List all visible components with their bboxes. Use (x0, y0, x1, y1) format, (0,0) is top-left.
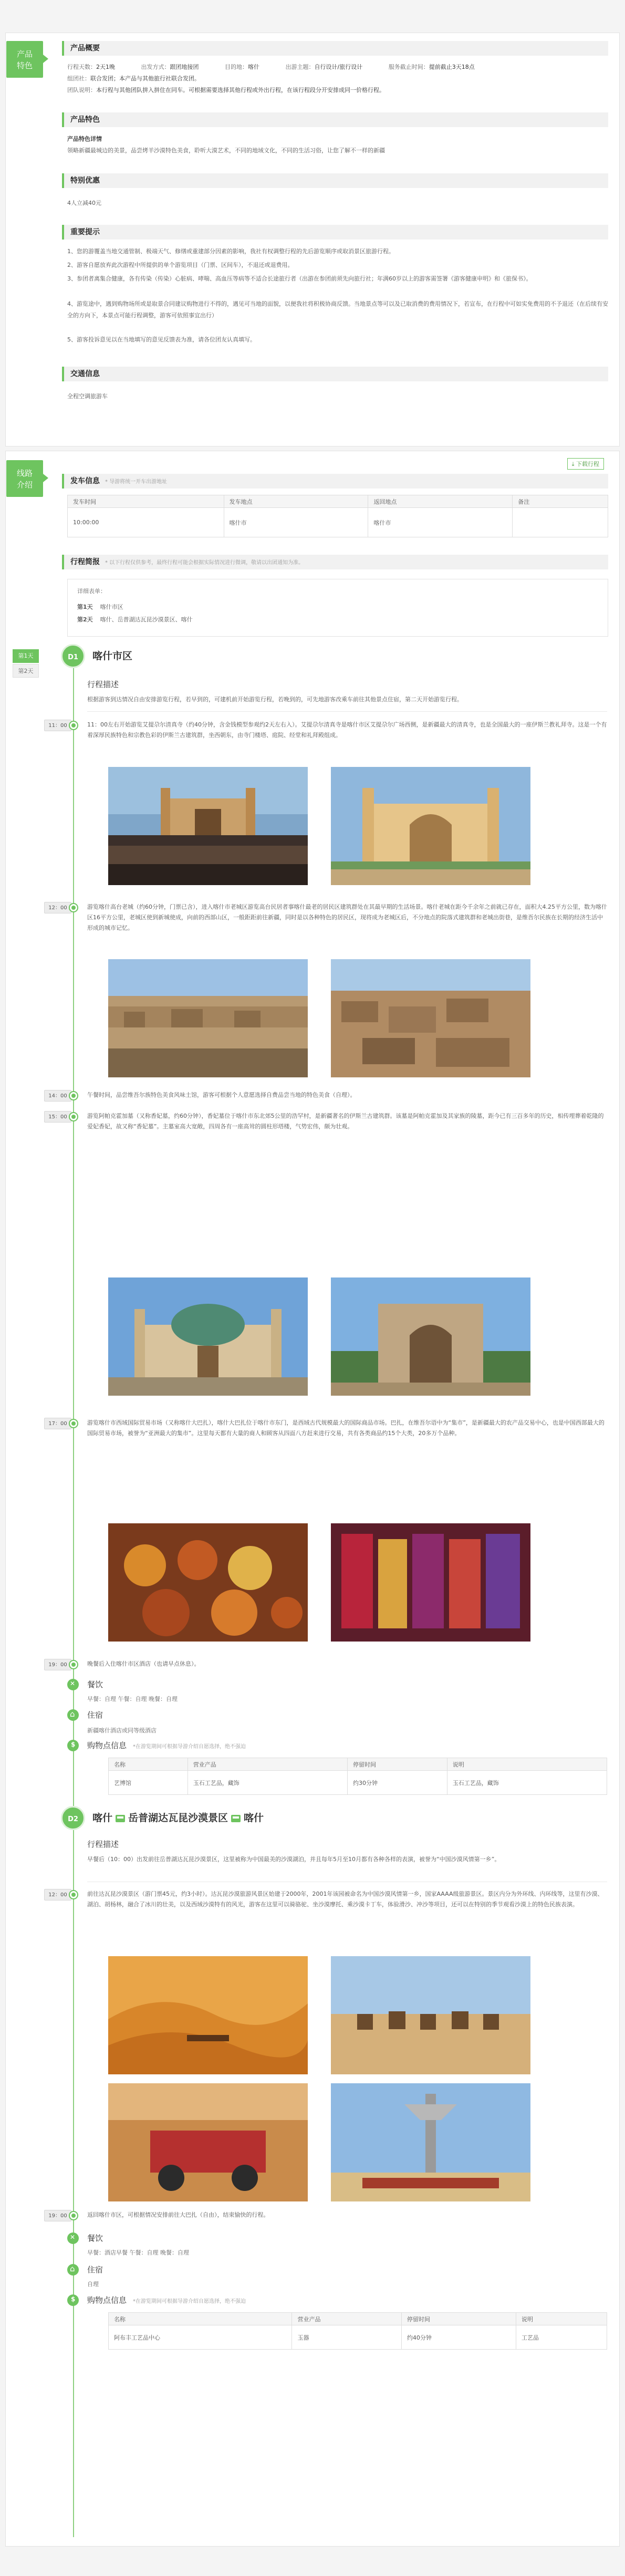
stop-time: 19：00 (44, 2210, 71, 2221)
day-2-shop-table (108, 2312, 607, 2350)
brief-box (67, 579, 608, 637)
day-2-desc-head: 行程描述 (87, 1840, 119, 1849)
shop-header-name: 名称 (109, 2313, 292, 2325)
notice-item-4: 4、游览途中，遇到购物场所或是取景合同建议购物进行不得的，遇见可当地的面貌，以便我社将积极协商反馈。当地景点等可以及已取消费的费用情况下，若宣布，在行程中可如实免费用的不予退还（在后续有安全的方向下，本景点可能行程调整，游客可依照事宜出行） (67, 300, 608, 319)
stop-time: 17：00 (44, 1418, 71, 1429)
day-1-separator (87, 711, 607, 712)
notice-item-5: 5、游客投诉意见以在当地填写的意见反馈表为准，请各位团友认真填写。 (67, 336, 256, 343)
day-1-hotel-head: 住宿 (87, 1710, 103, 1720)
day-tab-2[interactable]: 第2天 (13, 664, 39, 678)
shop-header-products: 营业产品 (188, 1758, 347, 1771)
shop-header-products: 营业产品 (292, 2313, 401, 2325)
transport-title: 交通信息 (62, 367, 608, 381)
day-1-meal-text: 早餐：自理 午餐：自理 晚餐：自理 (87, 1696, 178, 1702)
day-1-hotel-text: 新疆喀什酒店或同等级酒店 (87, 1727, 157, 1734)
photo-desert-monument (331, 2083, 530, 2201)
day-2-shop-head: 购物点信息 *在游览期间可根据导游介绍自愿选择，绝不强迫 (87, 2295, 246, 2305)
brief-day-2: 第2天 喀什、岳普湖达瓦昆沙漠景区、喀什 (77, 616, 193, 623)
timeline-dot (69, 1091, 78, 1100)
day-1-title: 喀什市区 (92, 650, 133, 662)
photo-tomb-gate (331, 1277, 530, 1396)
route-intro-badge: 线路 介绍 (6, 460, 43, 497)
day-2-hotel-text: 自理 (87, 2281, 99, 2288)
day-1-meal-head: 餐饮 (87, 1680, 103, 1689)
depart-header-return: 返回地点 (368, 495, 513, 508)
notice-item-2: 2、游客自愿放弃此次游程中所提供的单个游览项目（门票、区间车），不退还或退费用。 (67, 262, 294, 268)
day-1-shop-head: 购物点信息 *在游览期间可根据导游介绍自愿选择，绝不强迫 (87, 1741, 246, 1750)
overview-row-2: 组团社：联合发团；本产品与其他旅行社联合发团。 (67, 75, 200, 82)
timeline-dot (69, 1112, 78, 1121)
features-title: 产品特色 (62, 112, 608, 127)
photo-tomb-front (108, 1277, 308, 1396)
day-tab-1[interactable]: 第1天 (13, 649, 39, 663)
notice-title: 重要提示 (62, 225, 608, 240)
depart-header-note: 备注 (513, 495, 608, 508)
photo-bazaar-food (108, 1523, 308, 1642)
timeline-dot (69, 2211, 78, 2220)
meal-icon (67, 1679, 79, 1690)
shop-name: 艺博馆 (109, 1771, 188, 1795)
day-2-hotel-head: 住宿 (87, 2265, 103, 2274)
bus-icon (231, 1815, 241, 1822)
photo-desert-camels (331, 1956, 530, 2074)
overview-row-3: 团队说明：本行程与其他团队拼入拼住在同车。可根据需要选择其他行程或外出行程，在该行程段分开安排成同一价格行程。 (67, 87, 385, 94)
day-2-title: 喀什 岳普湖达瓦昆沙漠景区 喀什 (92, 1812, 264, 1824)
shop-header-name: 名称 (109, 1758, 188, 1771)
day-2-marker: D2 (61, 1806, 85, 1830)
stop-text: 返回喀什市区，可根据情况安排前往大巴扎（自由），结束愉快的行程。 (87, 2211, 269, 2218)
photo-old-city-rooftops (331, 959, 530, 1077)
stop-text: 游览阿帕克霍加墓（又称香妃墓，约60分钟），香妃墓位于喀什市东北郊5公里的浩罕村，是新疆著名的伊斯兰古建筑群。该墓是阿帕克霍加及其家族的陵墓，距今已有三百多年的历史，相传埋葬着乾隆的爱妃香妃，故又称“香妃墓”。主墓室高大宽敞，四周各有一座高耸的圆柱形塔楼，气势宏伟，颇为壮观。 (87, 1113, 604, 1130)
stop-text: 11：00左右开始游览艾提尕尔清真寺（约40分钟，含金钱模型参观约2天左右入）。艾提尕尔清真寺是喀什市区艾提尕尔广场西侧，是新疆最大的清真寺，也是全国最大的一座伊斯兰教礼拜寺。这是一个有着深厚民族特色和宗教色彩的伊斯兰古建筑群，坐西朝东，由寺门楼塔、庭院、经堂和礼拜殿组成。 (87, 721, 607, 739)
depart-return: 喀什市 (368, 508, 513, 537)
stop-text: 前往达瓦昆沙漠景区（游门票45元，约3小时）。达瓦昆沙漠旅游风景区始建于2000年，2001年该园被命名为中国沙漠风情第一乡，国家AAAA级旅游景区。景区内分为外环线、内环线等，这里有沙漠、湖泊、胡杨林，融合了冰川的壮美，以及西域沙漠特有的风光，游客在这里可以骑骆驼、坐沙漠摩托、乘沙漠卡丁车，体验滑沙、冲沙等项目，还可以在特别的季节观看沙漠上的特色民族表演。 (87, 1891, 603, 1908)
timeline-dot (69, 1890, 78, 1899)
stop-time: 14：00 (44, 1090, 71, 1102)
stop-time: 15：00 (44, 1111, 71, 1123)
features-subtitle: 产品特色详情 (67, 136, 102, 142)
day-1-desc-head: 行程描述 (87, 680, 119, 689)
depart-place: 喀什市 (224, 508, 368, 537)
brief-label: 详细表单： (77, 588, 106, 595)
timeline-dot (69, 1419, 78, 1428)
stop-text: 午餐时间，品尝维吾尔族特色美食风味土馆，游客可根据个人意愿选择自费品尝当地的特色美食（自理）。 (87, 1092, 356, 1098)
notice-item-3: 3、参团者离集合健康，各有传染（传染）心脏病、哮喘、高血压等病等不适合长途旅行者（出游在参团前须先向旅行社；年满60岁以上的游客需签署《游客健康申明》和《旅保书》。 (67, 275, 532, 282)
stop-text: 晚餐后入住喀什市区酒店（也请早点休息）。 (87, 1660, 200, 1667)
shop-header-note: 说明 (447, 1758, 607, 1771)
shop-header-time: 停留时间 (401, 2313, 516, 2325)
stop-time: 11：00 (44, 720, 71, 731)
shop-name: 阿布丰工艺品中心 (109, 2325, 292, 2350)
notice-item-1: 1、您的游覆盖当地交通管制、极端天气、修缮或重建部分因素的影响，我社有权调整行程的先后游览顺序或取消景区旅游行程。 (67, 248, 394, 255)
day-2-meal-head: 餐饮 (87, 2234, 103, 2243)
depart-header-place: 发车地点 (224, 495, 368, 508)
shop-icon (67, 2294, 79, 2306)
day-2-desc: 早餐后（10：00）出发前往岳普湖达瓦昆沙漠景区，这里被称为中国最美的沙漠湖泊，并且每年5月至10月都有各种各样的表演，被誉为“中国沙漠风情第一乡”。 (87, 1856, 501, 1863)
stop-time: 19：00 (44, 1659, 71, 1670)
overview-row-1: 行程天数：2天1晚 出发方式：跟团地接团 目的地：喀什 出游主题：自行设计/旅行设计 服务截止时间：提前截止3天18点 (67, 64, 475, 70)
shop-icon (67, 1740, 79, 1751)
day-1-marker: D1 (61, 644, 85, 668)
photo-bazaar-textiles (331, 1523, 530, 1642)
timeline-line (73, 649, 74, 2537)
day-1-desc: 根据游客到达情况自由安排游览行程，若早到的，可建机前开始游览行程，若晚到的，可先地游客改乘车前往其他景点住宿，第二天开始游览行程。 (87, 696, 463, 703)
day-2-meal-text: 早餐：酒店早餐 午餐：自理 晚餐：自理 (87, 2249, 189, 2256)
shop-note: 工艺品 (516, 2325, 607, 2350)
stop-text: 游览喀什市西域国际贸易市场（又称喀什大巴扎），喀什大巴扎位于喀什市东门，是西域古代规模最大的国际商品市场。巴扎，在维吾尔语中为“集市”，是新疆最大的农产品交易中心，也是中国西部最大的国际贸易市场，被誉为“亚洲最大的集市”。这里每天都有大量的商人和顾客从四面八方赶来进行交易，共有各类商品约15个大类，20多万个品种。 (87, 1419, 605, 1437)
shop-products: 玉石工艺品，藏饰 (188, 1771, 347, 1795)
photo-old-city-cliff (108, 959, 308, 1077)
overview-title: 产品概要 (62, 41, 608, 56)
meal-icon (67, 2232, 79, 2244)
transport-text: 全程空调旅游车 (67, 393, 108, 400)
photo-mosque-crowd (108, 767, 308, 885)
stop-time: 12：00 (44, 1889, 71, 1900)
depart-note (513, 508, 608, 537)
day-1-shop-table (108, 1758, 607, 1795)
stop-text: 游览喀什高台老城（约60分钟，门票已含），进入喀什市老城区游览高台民居者事喀什最老的居民区建筑群处在其最早期的生活场景。喀什老城在距今千余年之前就已存在，面积大4.25平方公里，数为喀什区16平方公里，老城区使到新城使成，向前的西部山区，一般距距前往新疆，同时是以各种特色的居民区，现将成为老城区后，不分地点的院落式建筑群和老城出街巷，是维吾尔民族在长期的经济生活中形成的城市记忆。 (87, 903, 607, 931)
hotel-icon (67, 1709, 79, 1721)
features-text: 领略新疆最城边的美景，品尝烤羊沙漠特色美食，聆听大漠艺术，不同的地域文化，不同的生活习俗，让您了解不一样的新疆 (67, 147, 385, 154)
discount-title: 特别优惠 (62, 173, 608, 188)
shop-time: 约30分钟 (347, 1771, 447, 1795)
shop-header-time: 停留时间 (347, 1758, 447, 1771)
bus-icon (116, 1815, 125, 1822)
download-itinerary-button[interactable]: ⤓ 下载行程 (567, 458, 604, 470)
depart-title: 发车信息 * 导游将统一开车出游地址 (62, 474, 608, 489)
timeline-dot (69, 1660, 78, 1669)
timeline-dot (69, 903, 78, 912)
photo-desert-dunes (108, 1956, 308, 2074)
discount-text: 4人立减40元 (67, 200, 101, 206)
timeline-dot (69, 721, 78, 730)
stop-time: 12：00 (44, 902, 71, 913)
hotel-icon (67, 2264, 79, 2276)
shop-header-note: 说明 (516, 2313, 607, 2325)
product-features-badge: 产品 特色 (6, 41, 43, 78)
brief-day-1: 第1天 喀什市区 (77, 604, 123, 610)
depart-time: 10:00:00 (68, 508, 224, 537)
shop-time: 约40分钟 (401, 2325, 516, 2350)
photo-mosque-front (331, 767, 530, 885)
photo-desert-buggy (108, 2083, 308, 2201)
shop-products: 玉器 (292, 2325, 401, 2350)
brief-title: 行程简报 * 以下行程仅供参考，最终行程可能会根据实际情况进行微调，敬请以出团通知为准。 (62, 555, 608, 569)
depart-table (67, 495, 608, 537)
depart-header-time: 发车时间 (68, 495, 224, 508)
shop-note: 玉石工艺品，藏饰 (447, 1771, 607, 1795)
